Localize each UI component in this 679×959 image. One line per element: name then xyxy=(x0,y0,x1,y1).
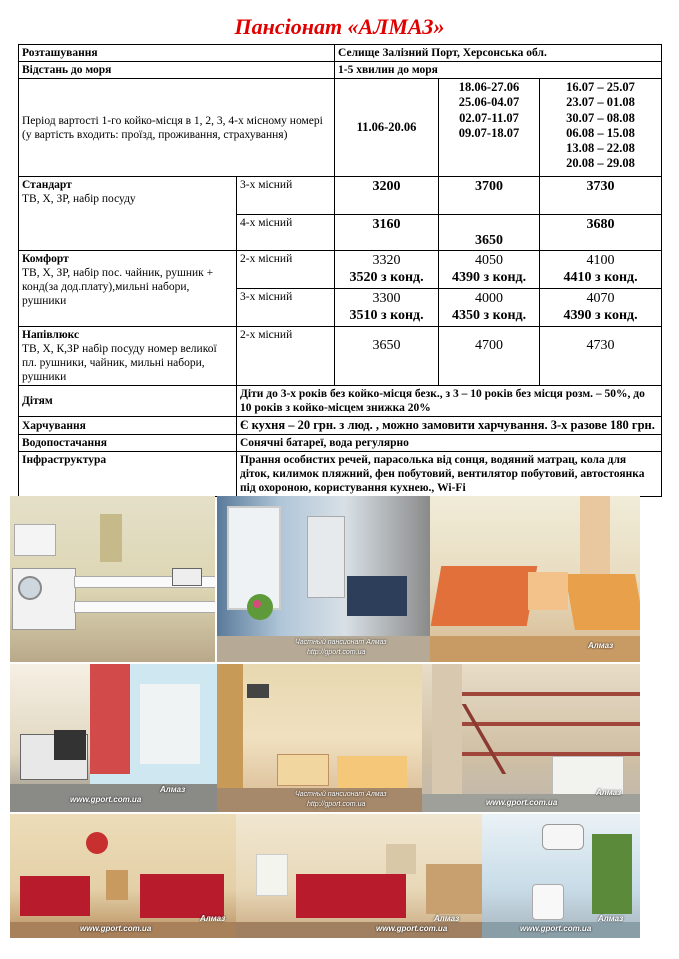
price-with-ac: 4410 з конд. xyxy=(563,270,638,286)
almaz-watermark: Алмаз xyxy=(596,788,622,797)
infra-value: Прання особистих речей, парасолька від сонця, водяний матрац, кола для діток, килимок пляжний, фен побутовий, вентилятор побутовий, автостоянка під охороною, користування кухнею., Wi-Fi xyxy=(237,452,662,497)
row-children xyxy=(19,386,662,417)
price-table xyxy=(18,44,662,497)
period-date: 06.08 – 15.08 xyxy=(566,125,635,140)
food-label: Харчування xyxy=(19,417,237,435)
price: 4730 xyxy=(540,327,662,386)
price-with-ac: 3510 з конд. xyxy=(349,308,424,324)
row-infra xyxy=(19,452,662,497)
price: 4700 xyxy=(439,327,540,386)
page-title: Пансіонат «АЛМАЗ» xyxy=(234,14,445,39)
price-with-ac: 4390 з конд. xyxy=(451,270,527,286)
almaz-watermark: Алмаз xyxy=(160,785,186,794)
location-label: Розташування xyxy=(19,45,335,62)
row-distance xyxy=(19,62,662,79)
room-type: 4-х місний xyxy=(237,215,335,251)
semilux-desc: ТВ, Х, К,ЗР набір посуду номер великої пл. рушники, чайник, мильні набори, рушники xyxy=(22,343,217,384)
period-label: Період вартості 1-го койко-місця в 1, 2, 3, 4-х місному номері (у вартість входить: проїзд, проживання, страхування) xyxy=(19,79,335,177)
price: 3300 xyxy=(372,291,401,307)
infra-label: Інфраструктура xyxy=(19,452,237,497)
period-col-2 xyxy=(439,79,540,177)
period-date: 25.06-04.07 xyxy=(458,95,520,110)
bathroom-photo xyxy=(482,814,640,938)
kitchen-photo xyxy=(10,496,215,662)
price: 4050 xyxy=(475,253,504,269)
room-type: 3-х місний xyxy=(237,177,335,215)
price: 3680 xyxy=(540,215,662,251)
gport-watermark: www.gport.com.ua xyxy=(520,924,592,933)
room-photo-5 xyxy=(236,814,482,938)
food-value: Є кухня – 20 грн. з люд. , можно замовити харчування. 3-х разове 180 грн. xyxy=(237,417,662,435)
gport-watermark: www.gport.com.ua xyxy=(486,798,558,807)
standard-name: Стандарт xyxy=(22,179,72,192)
room-type: 3-х місний xyxy=(237,289,335,327)
children-label: Дітям xyxy=(19,386,237,417)
price: 3320 xyxy=(372,253,401,269)
room-type: 2-х місний xyxy=(237,327,335,386)
corridor-photo xyxy=(217,496,430,662)
price: 3160 xyxy=(335,215,439,251)
distance-value: 1-5 хвилин до моря xyxy=(335,62,662,79)
period-date: 09.07-18.07 xyxy=(458,125,520,140)
comfort-name: Комфорт xyxy=(22,253,69,266)
price: 3650 xyxy=(439,215,540,251)
period-date: 30.07 – 08.08 xyxy=(566,110,635,125)
distance-label: Відстань до моря xyxy=(19,62,335,79)
period-col-1 xyxy=(335,79,439,177)
room-type: 2-х місний xyxy=(237,251,335,289)
row-standard-3 xyxy=(19,177,662,215)
price-with-ac: 4390 з конд. xyxy=(563,308,638,324)
price: 3730 xyxy=(540,177,662,215)
price: 3700 xyxy=(439,177,540,215)
period-date: 18.06-27.06 xyxy=(458,80,520,95)
price-with-ac: 4350 з конд. xyxy=(451,308,527,324)
gport-watermark: www.gport.com.ua xyxy=(80,924,152,933)
row-period xyxy=(19,79,662,177)
room-photo-4 xyxy=(10,814,236,938)
gport-watermark: www.gport.com.ua xyxy=(70,795,142,804)
children-value: Діти до 3-х років без койко-місця безк., з 3 – 10 років без місця розм. – 50%, до 10 років з койко-місцем знижка 20% xyxy=(237,386,662,417)
private-watermark: Частный пансионат Алмаз xyxy=(295,639,387,646)
gport-watermark: www.gport.com.ua xyxy=(376,924,448,933)
semilux-name: Напівлюкс xyxy=(22,329,80,342)
almaz-watermark: Алмаз xyxy=(588,641,614,650)
courtyard-photo xyxy=(422,664,640,812)
price-cell xyxy=(540,289,662,327)
row-water xyxy=(19,435,662,452)
room-photo-3 xyxy=(217,664,422,812)
period-date: 13.08 – 22.08 xyxy=(566,141,635,156)
comfort-desc: ТВ, Х, ЗР, набір пос. чайник, рушник + конд(за дод.плату),мильні набори, рушники xyxy=(22,267,214,308)
almaz-watermark: Алмаз xyxy=(598,914,624,923)
almaz-watermark: Алмаз xyxy=(200,914,226,923)
room-photo-1 xyxy=(430,496,640,662)
period-date: 23.07 – 01.08 xyxy=(566,95,635,110)
http-watermark: http://gport.com.ua xyxy=(307,801,366,808)
row-comfort-2 xyxy=(19,251,662,289)
photo-gallery xyxy=(10,496,640,940)
period-col-3 xyxy=(540,79,662,177)
http-watermark: http://gport.com.ua xyxy=(307,649,366,656)
price-cell xyxy=(439,251,540,289)
private-watermark: Частный пансионат Алмаз xyxy=(295,791,387,798)
water-label: Водопостачання xyxy=(19,435,237,452)
room-photo-2 xyxy=(10,664,217,812)
price: 3200 xyxy=(335,177,439,215)
row-food xyxy=(19,417,662,435)
price: 4000 xyxy=(475,291,504,307)
period-date: 02.07-11.07 xyxy=(459,110,519,125)
price-cell xyxy=(540,251,662,289)
period-date: 11.06-20.06 xyxy=(356,119,417,134)
water-value: Сонячні батареї, вода регулярно xyxy=(237,435,662,452)
semilux-cell xyxy=(19,327,237,386)
price: 3650 xyxy=(335,327,439,386)
standard-cell xyxy=(19,177,237,251)
price-with-ac: 3520 з конд. xyxy=(349,270,424,286)
price-cell xyxy=(335,289,439,327)
price-cell xyxy=(335,251,439,289)
period-date: 16.07 – 25.07 xyxy=(566,80,635,95)
almaz-watermark: Алмаз xyxy=(434,914,460,923)
price: 4070 xyxy=(586,291,615,307)
price-cell xyxy=(439,289,540,327)
location-value: Селище Залізний Порт, Херсонська обл. xyxy=(335,45,662,62)
row-semilux xyxy=(19,327,662,386)
price: 4100 xyxy=(586,253,615,269)
standard-desc: ТВ, Х, ЗР, набір посуду xyxy=(22,193,136,206)
comfort-cell xyxy=(19,251,237,327)
period-date: 20.08 – 29.08 xyxy=(566,156,635,171)
row-location xyxy=(19,45,662,62)
